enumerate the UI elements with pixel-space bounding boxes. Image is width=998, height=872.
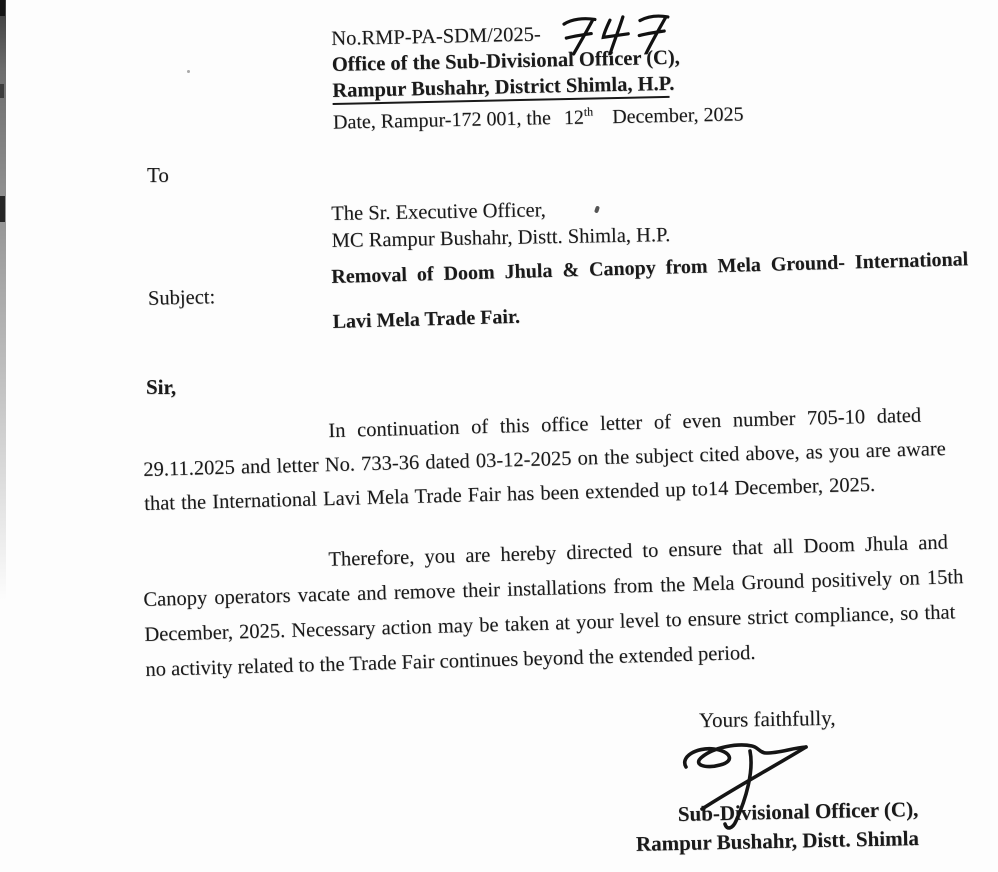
paragraph-line: Therefore, you are hereby directed to ensure that all Doom Jhula and <box>328 531 949 571</box>
subject-line: Removal of Doom Jhula & Canopy from Mela Ground- International <box>331 248 969 288</box>
addressee-title: The Sr. Executive Officer, <box>331 199 546 225</box>
scan-edge-mark <box>0 84 4 98</box>
addressee-office: MC Rampur Bushahr, Distt. Shimla, H.P. <box>331 224 671 252</box>
handwritten-747-icon <box>558 12 675 56</box>
paragraph-line: that the International Lavi Mela Trade Fair has been extended up to14 December, 2025. <box>143 473 876 515</box>
to-label: To <box>147 163 169 187</box>
scan-edge-mark <box>0 0 5 16</box>
paragraph-line: In continuation of this office letter of even number 705-10 dated <box>328 404 922 443</box>
scan-edge-mark <box>0 196 5 222</box>
date-month-year: December, 2025 <box>611 103 744 128</box>
paragraph-1 <box>142 398 947 521</box>
paragraph-line: no activity related to the Trade Fair continues beyond the extended period. <box>145 641 756 681</box>
salutation: Sir, <box>146 375 177 399</box>
signatory-title: Sub-Divisional Officer (C), <box>677 796 919 827</box>
subject-label: Subject: <box>147 286 216 310</box>
paragraph-line: December, 2025. Necessary action may be taken at your level to ensure strict compliance, so that <box>144 601 956 646</box>
scan-speck <box>187 70 190 73</box>
closing-phrase: Yours faithfully, <box>698 705 836 733</box>
paragraph-2 <box>142 525 966 688</box>
letterhead <box>331 17 744 135</box>
date-day: 12 <box>563 106 585 129</box>
date-ordinal: th <box>583 104 594 119</box>
addressee <box>331 195 670 255</box>
office-name-line: Office of the Sub-Divisional Officer (C), <box>331 46 681 76</box>
subject-text <box>331 246 969 336</box>
signatory-office: Rampur Bushahr, Distt. Shimla <box>635 825 920 856</box>
paragraph-line: 29.11.2025 and letter No. 733-36 dated 03-12-2025 on the subject cited above, as you are aware <box>143 437 947 481</box>
reference-number-prefix: No.RMP-PA-SDM/2025- <box>331 23 541 50</box>
office-address-underlined: Rampur Bushahr, District Shimla, H.P <box>332 73 669 105</box>
paragraph-line: Canopy operators vacate and remove their installations from the Mela Ground positively on 15th <box>143 566 964 611</box>
subject-line: Lavi Mela Trade Fair. <box>332 305 521 333</box>
date-prefix: Date, Rampur-172 001, the <box>332 107 552 134</box>
office-address-period: . <box>669 72 675 95</box>
signature-scribble-icon <box>662 733 834 837</box>
